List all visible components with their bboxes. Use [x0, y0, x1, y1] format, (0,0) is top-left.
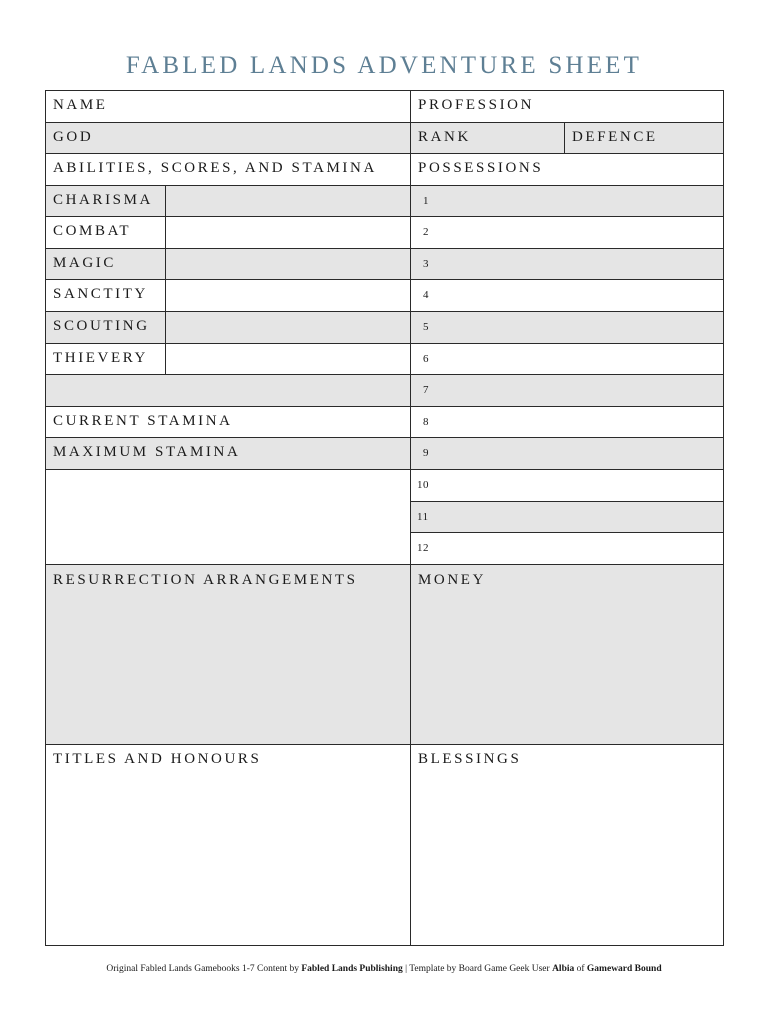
money-field[interactable] [411, 565, 724, 745]
ability-thievery-score[interactable] [166, 344, 411, 375]
possession-slot[interactable] [411, 249, 724, 280]
god-field[interactable] [45, 123, 411, 154]
possession-slot[interactable] [411, 312, 724, 344]
possession-number: 7 [423, 384, 429, 396]
possession-slot[interactable] [411, 502, 724, 533]
possessions-label: POSSESSIONS [418, 160, 544, 176]
resurrection-field[interactable] [45, 565, 411, 745]
maximum-stamina-label: MAXIMUM STAMINA [53, 444, 241, 460]
possession-slot[interactable] [411, 438, 724, 470]
possession-number: 6 [423, 353, 429, 365]
author-name: Albia [552, 964, 575, 974]
possessions-header [411, 154, 724, 186]
money-label: MONEY [418, 572, 486, 588]
possession-slot[interactable] [411, 217, 724, 249]
credits-text: Original Fabled Lands Gamebooks 1-7 Content by [106, 964, 302, 974]
possession-number: 8 [423, 416, 429, 428]
name-label: NAME [53, 97, 108, 113]
possession-slot[interactable] [411, 186, 724, 217]
possession-slot[interactable] [411, 470, 724, 502]
ability-sanctity-label: SANCTITY [53, 286, 148, 302]
abilities-label: ABILITIES, SCORES, AND STAMINA [53, 160, 377, 176]
possession-slot[interactable] [411, 375, 724, 407]
ability-thievery-label: THIEVERY [53, 350, 148, 366]
defence-label: DEFENCE [572, 129, 658, 145]
blessings-field[interactable] [411, 745, 724, 946]
ability-charisma-label-cell [45, 186, 166, 217]
possession-slot[interactable] [411, 280, 724, 312]
site-name: Gameward Bound [586, 964, 662, 974]
titles-field[interactable] [45, 745, 411, 946]
blank-ability-row[interactable] [45, 375, 411, 407]
possession-slot[interactable] [411, 344, 724, 375]
ability-magic-label-cell [45, 249, 166, 280]
possession-number: 10 [417, 479, 429, 491]
ability-scouting-score[interactable] [166, 312, 411, 344]
defence-field[interactable] [565, 123, 724, 154]
ability-combat-label: COMBAT [53, 223, 132, 239]
profession-field[interactable] [411, 90, 724, 123]
notes-area[interactable] [45, 470, 411, 565]
possession-number: 2 [423, 226, 429, 238]
ability-scouting-label: SCOUTING [53, 318, 150, 334]
ability-charisma-score[interactable] [166, 186, 411, 217]
ability-sanctity-score[interactable] [166, 280, 411, 312]
profession-label: PROFESSION [418, 97, 535, 113]
blessings-label: BLESSINGS [418, 751, 522, 767]
ability-magic-label: MAGIC [53, 255, 117, 271]
possession-number: 11 [417, 511, 429, 523]
credits-text: | Template by Board Game Geek User [402, 964, 553, 974]
possession-number: 9 [423, 447, 429, 459]
ability-combat-label-cell [45, 217, 166, 249]
possession-number: 5 [423, 321, 429, 333]
possession-number: 4 [423, 289, 429, 301]
current-stamina-field[interactable] [45, 407, 411, 438]
name-field[interactable] [45, 90, 411, 123]
possession-slot[interactable] [411, 407, 724, 438]
ability-magic-score[interactable] [166, 249, 411, 280]
maximum-stamina-field[interactable] [45, 438, 411, 470]
possession-slot[interactable] [411, 533, 724, 565]
sheet-title: FABLED LANDS ADVENTURE SHEET [125, 52, 643, 79]
publisher-name: Fabled Lands Publishing [301, 964, 403, 974]
ability-combat-score[interactable] [166, 217, 411, 249]
possession-number: 1 [423, 195, 429, 207]
credits-text: of [574, 964, 587, 974]
resurrection-label: RESURRECTION ARRANGEMENTS [53, 572, 358, 588]
titles-label: TITLES AND HONOURS [53, 751, 262, 767]
possession-number: 3 [423, 258, 429, 270]
current-stamina-label: CURRENT STAMINA [53, 413, 233, 429]
ability-scouting-label-cell [45, 312, 166, 344]
abilities-header [45, 154, 411, 186]
ability-charisma-label: CHARISMA [53, 192, 153, 208]
possession-number: 12 [417, 542, 429, 554]
rank-field[interactable] [411, 123, 565, 154]
god-label: GOD [53, 129, 94, 145]
rank-label: RANK [418, 129, 471, 145]
credits-footer [0, 964, 768, 974]
ability-thievery-label-cell [45, 344, 166, 375]
ability-sanctity-label-cell [45, 280, 166, 312]
